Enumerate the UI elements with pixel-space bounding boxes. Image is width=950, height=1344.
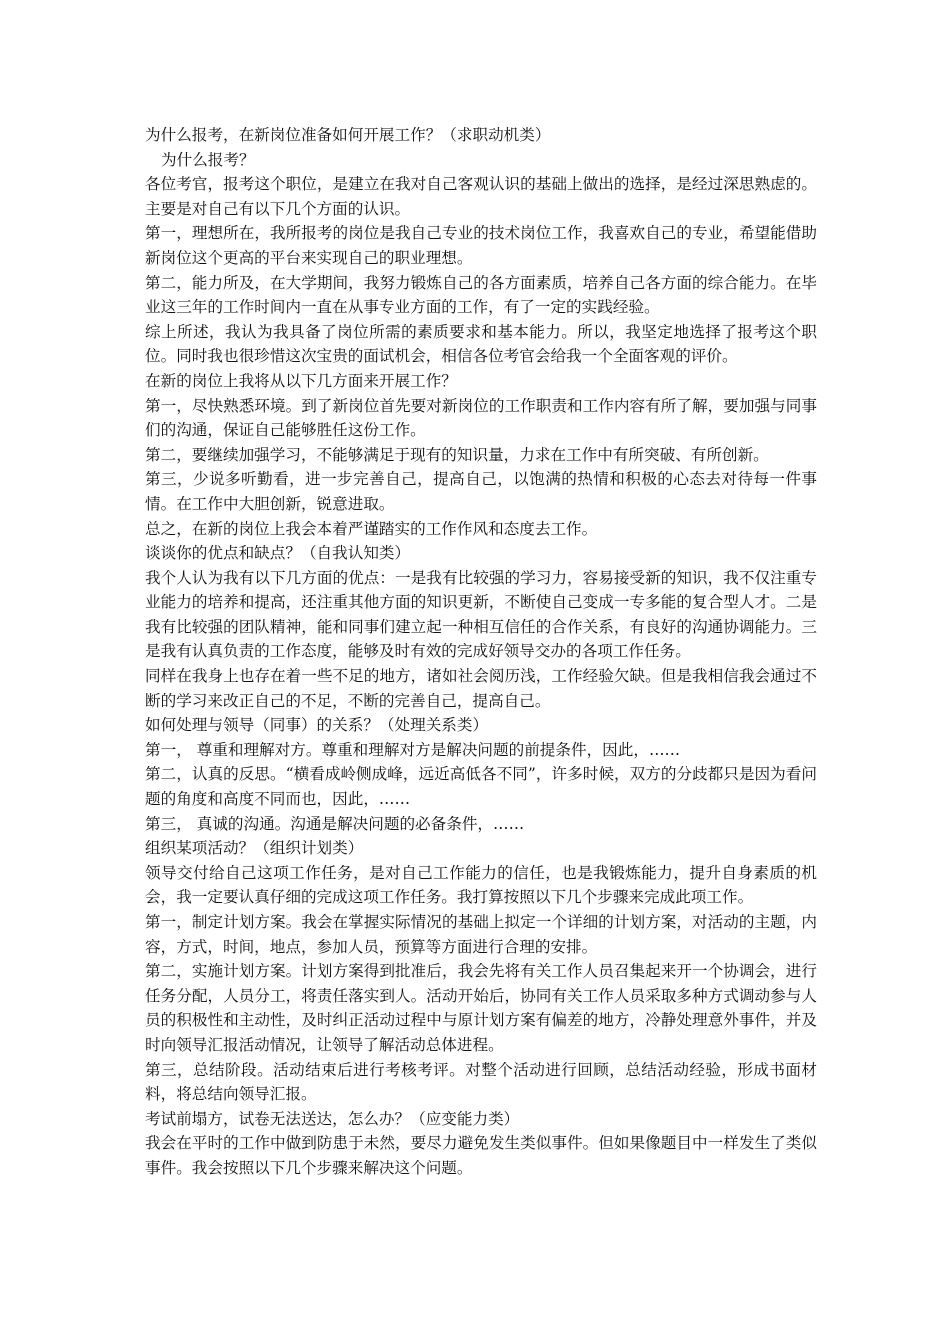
paragraph: 我会在平时的工作中做到防患于未然，要尽力避免发生类似事件。但如果像题目中一样发生了类似事件。我会按照以下几个步骤来解决这个问题。 [145,1134,817,1177]
paragraph: 第二，要继续加强学习，不能够满足于现有的知识量，力求在工作中有所突破、有所创新。 [145,445,769,464]
paragraph: 同样在我身上也存在着一些不足的地方，诸如社会阅历浅，工作经验欠缺。但是我相信我会通过不断的学习来改正自己的不足，不断的完善自己，提高自己。 [145,667,817,710]
section-heading-organization: 组织某项活动？（组织计划类） [145,839,364,858]
paragraph: 我个人认为我有以下几方面的优点：一是我有比较强的学习力，容易接受新的知识，我不仅注重专业能力的培养和提高，还注重其他方面的知识更新，不断使自己变成一专多能的复合型人才。二是我有比较强的团队精神，能和同事们建立起一种相互信任的合作关系，有良好的沟通协调能力。三是我有认真负责的工作态度，能够及时有效的完成好领导交办的各项工作任务。 [145,568,817,661]
section-heading-adaptability: 考试前塌方，试卷无法送达，怎么办？（应变能力类） [145,1109,520,1128]
paragraph: 第一，尽快熟悉环境。到了新岗位首先要对新岗位的工作职责和工作内容有所了解，要加强与同事们的沟通，保证自己能够胜任这份工作。 [145,396,817,440]
paragraph: 第三，总结阶段。活动结束后进行考核考评。对整个活动进行回顾，总结活动经验，形成书面材料，将总结向领导汇报。 [145,1060,817,1104]
sub-heading-new-position: 在新的岗位上我将从以下几方面来开展工作？ [145,371,457,390]
paragraph: 第一，理想所在，我所报考的岗位是我自己专业的技术岗位工作，我喜欢自己的专业，希望能借助新岗位这个更高的平台来实现自己的职业理想。 [145,224,817,267]
paragraph: 第二，认真的反思。“横看成岭侧成峰，远近高低各不同”，许多时候，双方的分歧都只是因为看问题的角度和高度不同而也，因此，…… [145,765,817,809]
section-heading-self-awareness: 谈谈你的优点和缺点？（自我认知类） [145,544,411,563]
section-heading-relationships: 如何处理与领导（同事）的关系？（处理关系类） [145,716,489,735]
sub-heading-why-apply: 为什么报考？ [161,150,255,169]
paragraph: 综上所述，我认为我具备了岗位所需的素质要求和基本能力。所以，我坚定地选择了报考这个职位。同时我也很珍惜这次宝贵的面试机会，相信各位考官会给我一个全面客观的评价。 [145,322,817,366]
paragraph: 各位考官，报考这个职位，是建立在我对自己客观认识的基础上做出的选择，是经过深思熟虑的。主要是对自己有以下几个方面的认识。 [145,175,817,218]
paragraph: 第二，实施计划方案。计划方案得到批准后，我会先将有关工作人员召集起来开一个协调会，进行任务分配，人员分工，将责任落实到人。活动开始后，协同有关工作人员采取多种方式调动参与人员的积极性和主动性，及时纠正活动过程中与原计划方案有偏差的地方，冷静处理意外事件，并及时向领导汇报活动情况，让领导了解活动总体进程。 [145,962,817,1054]
paragraph: 第三， 真诚的沟通。沟通是解决问题的必备条件，…… [145,814,525,833]
paragraph: 领导交付给自己这项工作任务，是对自己工作能力的信任，也是我锻炼能力，提升自身素质的机会，我一定要认真仔细的完成这项工作任务。我打算按照以下几个步骤来完成此项工作。 [145,863,817,907]
paragraph: 第二，能力所及，在大学期间，我努力锻炼自己的各方面素质，培养自己各方面的综合能力。在毕业这三年的工作时间内一直在从事专业方面的工作，有了一定的实践经验。 [145,273,817,317]
section-heading-motivation: 为什么报考，在新岗位准备如何开展工作？（求职动机类） [145,126,551,144]
document-body [145,123,817,1181]
paragraph: 第一，制定计划方案。我会在掌握实际情况的基础上拟定一个详细的计划方案，对活动的主题，内容，方式，时间，地点，参加人员，预算等方面进行合理的安排。 [145,913,817,956]
paragraph: 第三，少说多听勤看，进一步完善自己，提高自己，以饱满的热情和积极的心态去对待每一件事情。在工作中大胆创新，锐意进取。 [145,470,817,513]
paragraph: 第一， 尊重和理解对方。尊重和理解对方是解决问题的前提条件，因此，…… [145,740,681,759]
paragraph: 总之，在新的岗位上我会本着严谨踏实的工作作风和态度去工作。 [145,519,598,538]
